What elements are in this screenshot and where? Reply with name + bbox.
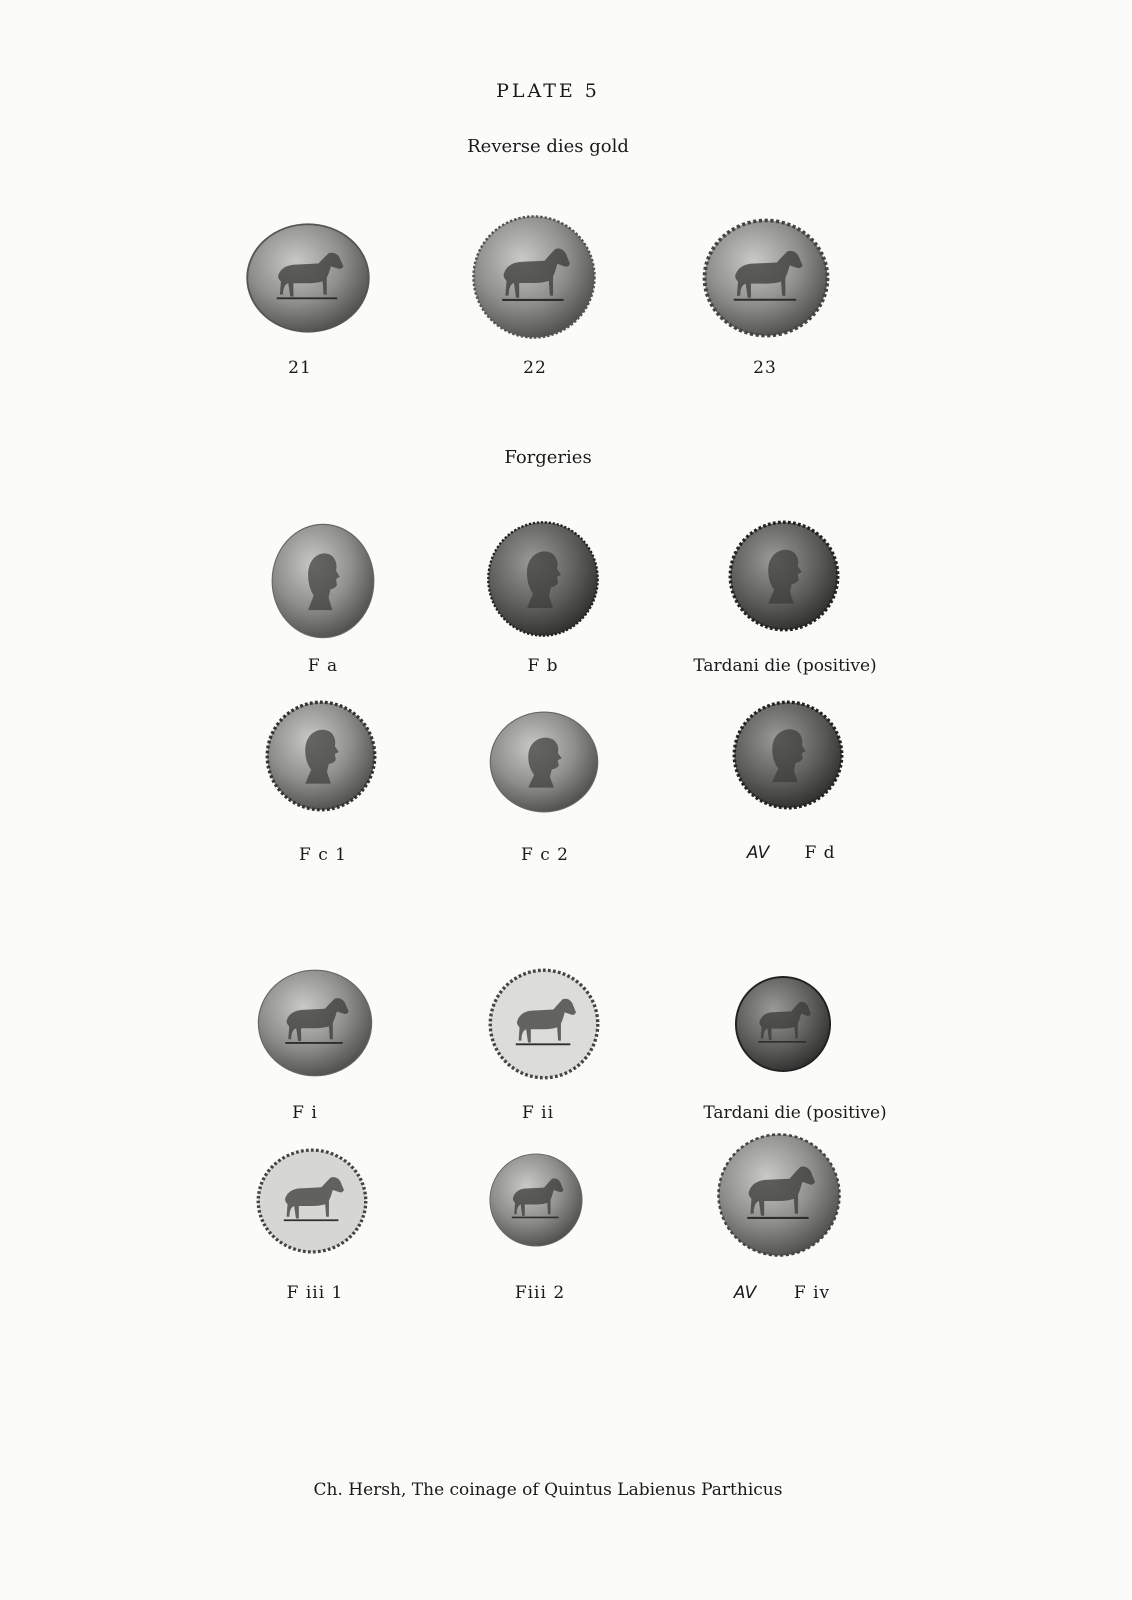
coin-fa-image (270, 522, 376, 640)
label-fiv: F iv (793, 1283, 831, 1303)
label-fb: F b (527, 656, 559, 676)
coin-fd-image (732, 700, 844, 810)
label-22: 22 (523, 358, 547, 378)
coin-22-image (470, 214, 598, 340)
label-tardani-horse: Tardani die (positive) (703, 1103, 887, 1123)
gold-symbol-fd: AV (746, 843, 770, 863)
coin-fc2-image (488, 710, 600, 814)
coin-23-image (702, 218, 830, 338)
coin-fb-image (486, 520, 600, 638)
section-heading-gold: Reverse dies gold (467, 136, 629, 157)
coin-fi-image (256, 968, 374, 1078)
label-fd: F d (804, 843, 836, 863)
gold-symbol-fiv: AV (733, 1283, 757, 1303)
coin-tardani-horse-image (734, 975, 832, 1073)
label-fii: F ii (521, 1103, 555, 1123)
footer-caption: Ch. Hersh, The coinage of Quintus Labienus Parthicus (313, 1480, 783, 1500)
label-21: 21 (288, 358, 312, 378)
label-fc1: F c 1 (299, 845, 347, 865)
coin-fiii1-image (256, 1148, 368, 1254)
label-fi: F i (292, 1103, 318, 1123)
label-fa: F a (307, 656, 339, 676)
coin-21-image (246, 222, 370, 334)
plate-title: PLATE 5 (496, 80, 600, 102)
section-heading-forgeries: Forgeries (504, 447, 592, 468)
label-fiii1: F iii 1 (286, 1283, 344, 1303)
coin-fiv-image (716, 1132, 842, 1258)
label-tardani-head: Tardani die (positive) (693, 656, 877, 676)
coin-fc1-image (265, 700, 377, 812)
coin-tardani-head-image (728, 520, 840, 632)
label-fiii2: Fiii 2 (514, 1283, 566, 1303)
label-fc2: F c 2 (521, 845, 569, 865)
coin-fiii2-image (488, 1152, 584, 1248)
label-23: 23 (753, 358, 777, 378)
coin-fii-image (488, 968, 600, 1080)
